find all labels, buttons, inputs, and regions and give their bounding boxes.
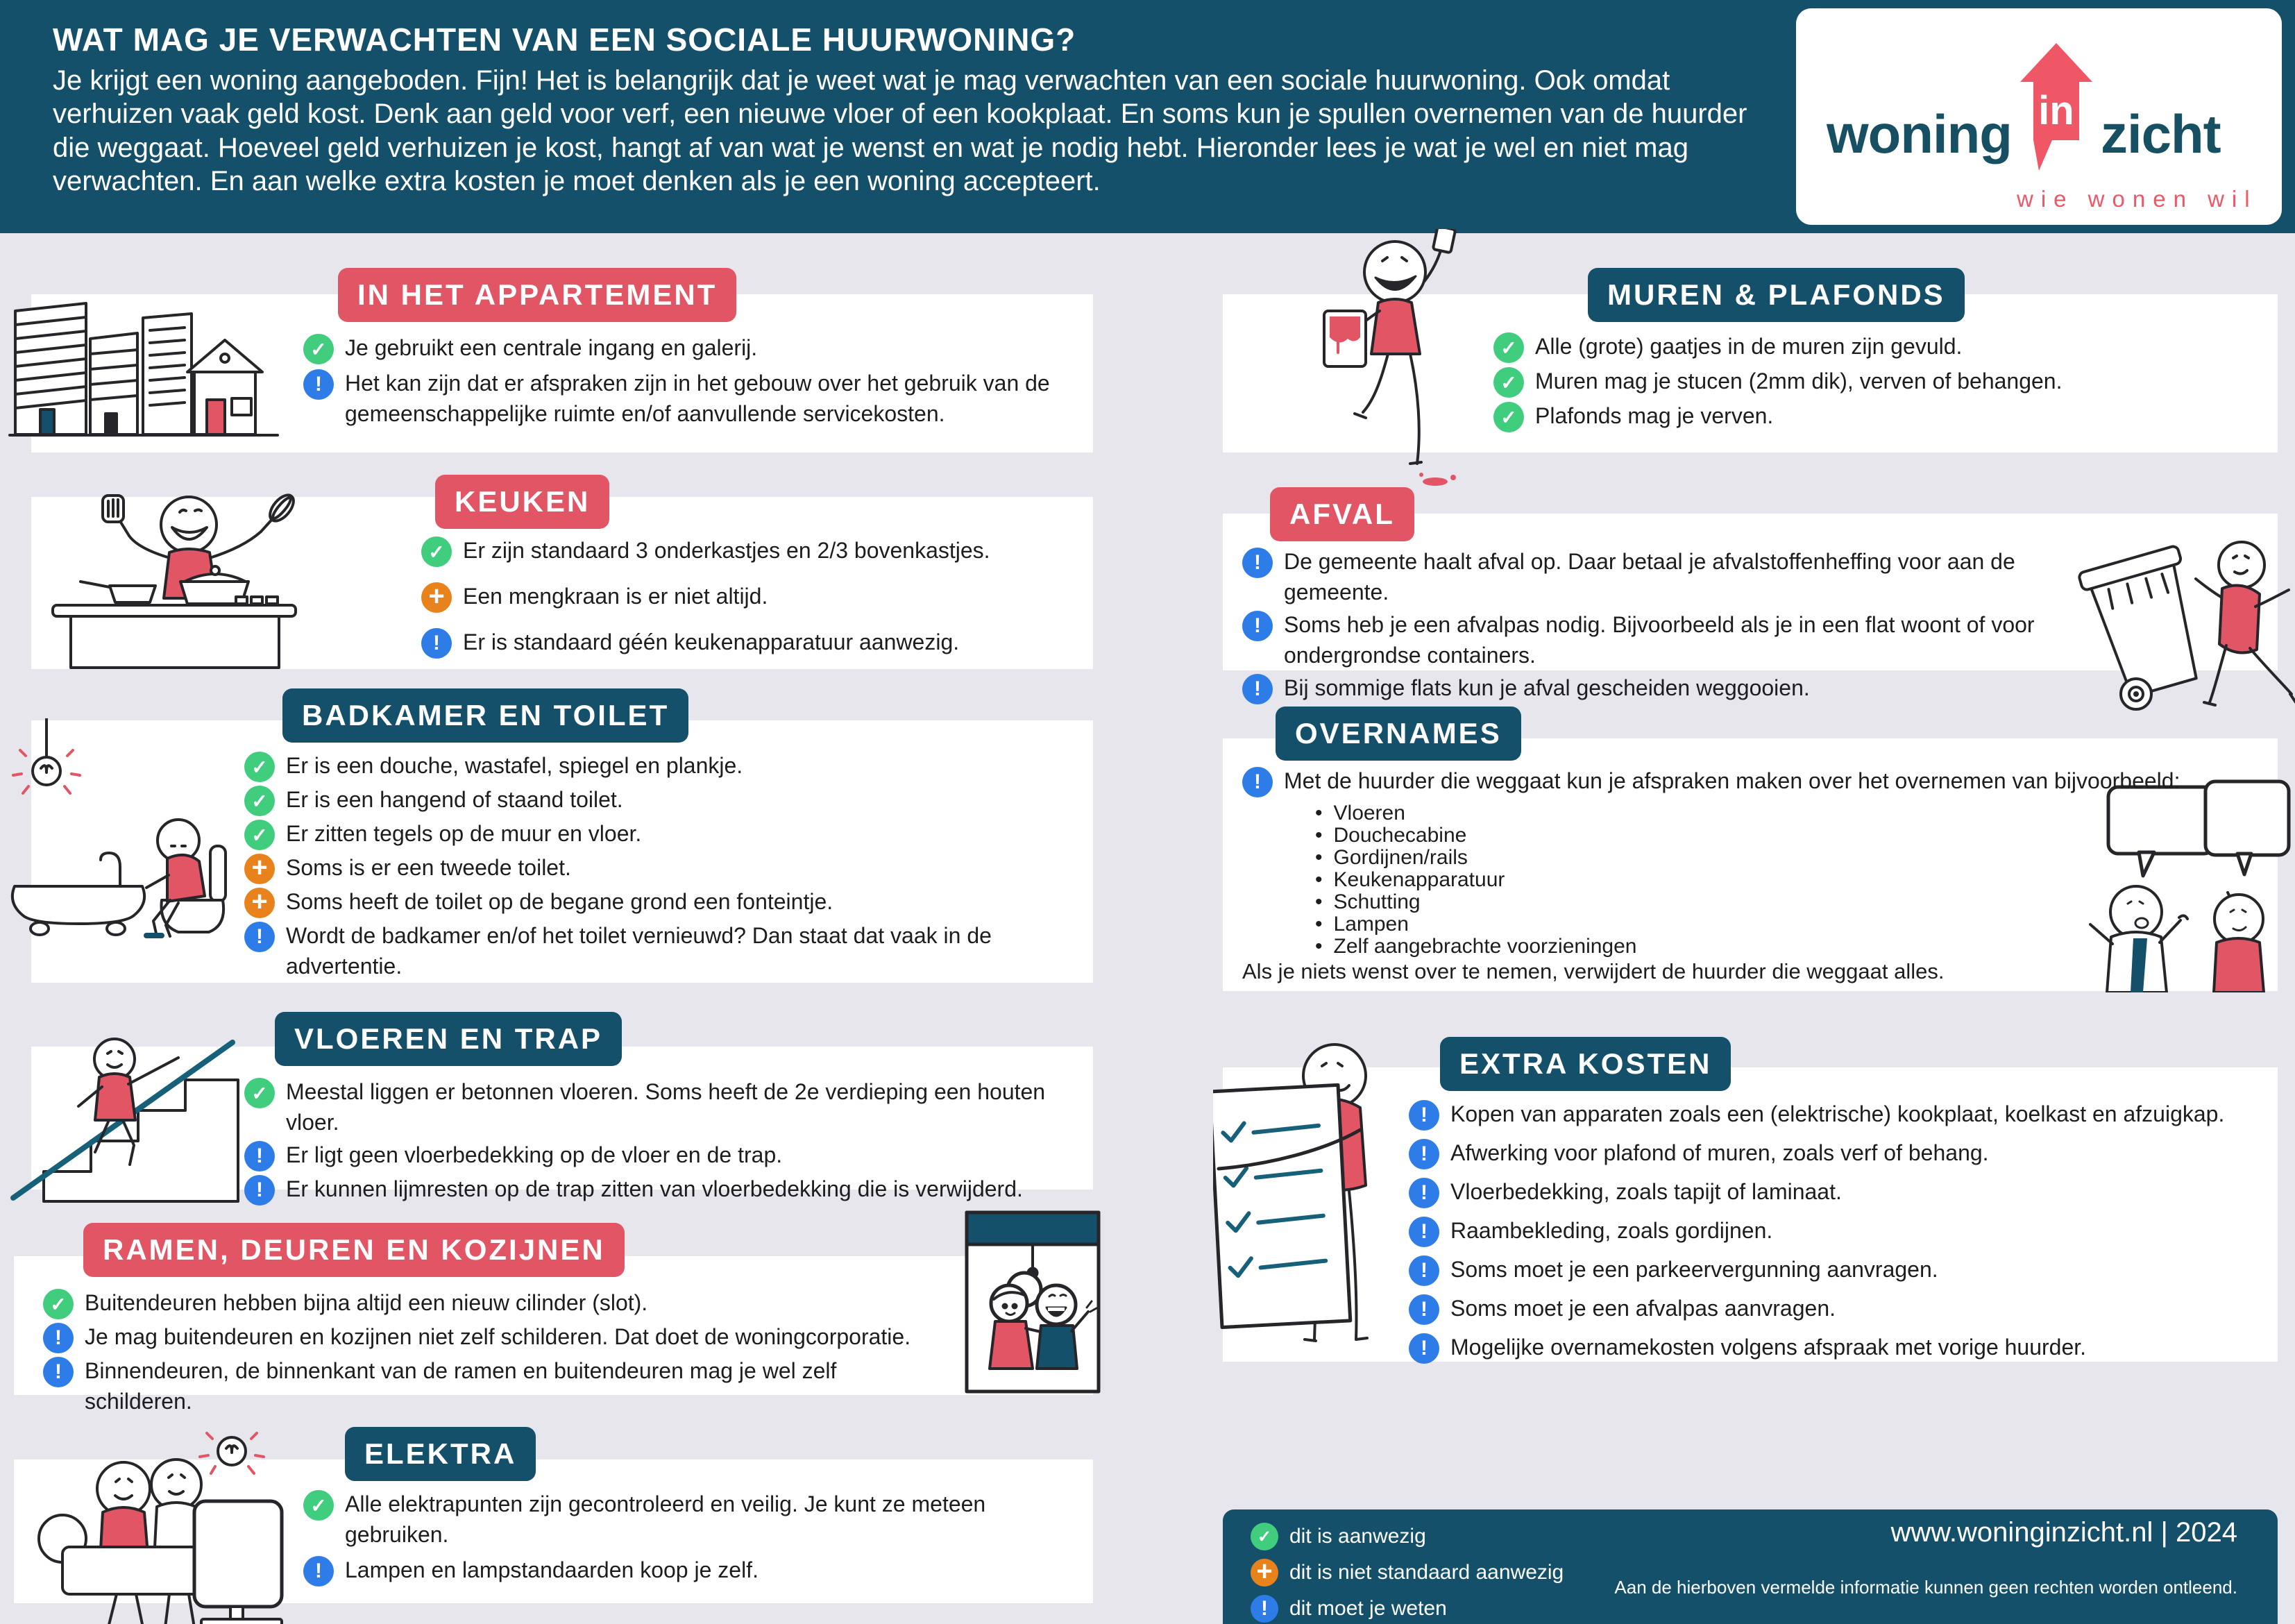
- item-text: Er is een douche, wastafel, spiegel en plankje.: [286, 753, 743, 778]
- bullet-item: • Douchecabine: [1315, 824, 1636, 847]
- legend-disclaimer: Aan de hierboven vermelde informatie kunnen geen rechten worden ontleend.: [1614, 1577, 2237, 1598]
- item-text: Alle (grote) gaatjes in de muren zijn gevuld.: [1535, 334, 1963, 359]
- section-vloeren-badge: VLOEREN EN TRAP: [275, 1012, 622, 1066]
- list-item: [1409, 1255, 2283, 1286]
- section-badkamer-badge: BADKAMER EN TOILET: [282, 688, 688, 743]
- list-item: [244, 751, 1022, 782]
- item-text: Binnendeuren, de binnenkant van de ramen en buitendeuren mag je wel zelf schilderen.: [85, 1358, 837, 1414]
- check-icon: [1493, 332, 1524, 363]
- list-item: [421, 582, 1101, 613]
- list-item: [1242, 766, 2242, 797]
- section-badkamer-items: [244, 751, 1022, 981]
- check-icon: [1251, 1523, 1278, 1550]
- item-text: De gemeente haalt afval op. Daar betaal je afvalstoffenheffing voor aan de gemeente.: [1284, 549, 2015, 604]
- info-icon: [1409, 1333, 1439, 1364]
- item-text: Er kunnen lijmresten op de trap zitten van vloerbedekking die is verwijderd.: [286, 1176, 1023, 1202]
- check-icon: [1493, 402, 1524, 432]
- item-text: Muren mag je stucen (2mm dik), verven of behangen.: [1535, 369, 2063, 394]
- list-item: [244, 1140, 1077, 1172]
- info-icon: [421, 628, 452, 659]
- section-keuken-badge: KEUKEN: [435, 475, 609, 529]
- item-text: Er ligt geen vloerbedekking op de vloer en de trap.: [286, 1142, 783, 1168]
- check-icon: [244, 752, 275, 782]
- list-item: [1409, 1294, 2283, 1325]
- list-item: [303, 333, 1053, 364]
- info-icon: [43, 1323, 74, 1353]
- section-overnames-footer: Als je niets wenst over te nemen, verwijdert de huurder die weggaat alles.: [1242, 959, 1945, 983]
- item-text: Soms heeft de toilet op de begane grond een fonteintje.: [286, 889, 833, 914]
- window-people-illustration: [963, 1209, 1102, 1395]
- section-keuken-items: [421, 536, 1101, 659]
- legend-label: dit is niet standaard aanwezig: [1289, 1560, 1564, 1584]
- item-text: Buitendeuren hebben bijna altijd een nieuw cilinder (slot).: [85, 1290, 648, 1315]
- section-appartement-badge: IN HET APPARTEMENT: [338, 268, 736, 322]
- list-item: [421, 627, 1101, 659]
- info-icon: [1242, 767, 1273, 797]
- list-item: [1409, 1138, 2283, 1169]
- logo-tagline: wie wonen wil: [2017, 186, 2258, 212]
- item-text: Raambekleding, zoals gordijnen.: [1450, 1218, 1773, 1243]
- bullet-item: • Zelf aangebrachte voorzieningen: [1315, 936, 1636, 958]
- list-item: [1409, 1177, 2283, 1208]
- item-text: Met de huurder die weggaat kun je afspraken maken over het overnemen van bijvoorbeeld:: [1284, 768, 2180, 793]
- list-item: [1242, 673, 2103, 704]
- info-icon: [1409, 1178, 1439, 1208]
- logo-text-in: in: [2038, 88, 2074, 133]
- info-icon: [1242, 548, 1273, 578]
- list-item: [43, 1322, 945, 1353]
- info-icon: [244, 922, 275, 952]
- item-text: Alle elektrapunten zijn gecontroleerd en veilig. Je kunt ze meteen gebruiken.: [345, 1491, 986, 1547]
- check-icon: [303, 1490, 334, 1521]
- list-item: [244, 1077, 1077, 1137]
- legend-item: [1251, 1594, 1564, 1623]
- section-ramen-badge: RAMEN, DEUREN EN KOZIJNEN: [83, 1223, 625, 1277]
- item-text: Lampen en lampstandaarden koop je zelf.: [345, 1557, 759, 1583]
- page-title: WAT MAG JE VERWACHTEN VAN EEN SOCIALE HUURWONING?: [53, 22, 1076, 58]
- info-icon: [1242, 674, 1273, 704]
- section-elektra-items: [303, 1489, 1081, 1587]
- bullet-item: • Vloeren: [1315, 802, 1636, 824]
- section-elektra-badge: ELEKTRA: [345, 1427, 536, 1481]
- item-text: Bij sommige flats kun je afval gescheiden weggooien.: [1284, 675, 1810, 701]
- section-appartement-items: [303, 333, 1053, 429]
- list-item: [244, 887, 1022, 918]
- check-icon: [43, 1289, 74, 1319]
- painter-person-illustration: [1296, 229, 1505, 500]
- section-muren-items: [1493, 332, 2229, 432]
- list-item: [1493, 332, 2229, 363]
- item-text: Soms moet je een afvalpas aanvragen.: [1450, 1296, 1836, 1321]
- bathroom-illustration: [3, 718, 246, 975]
- info-icon: [1251, 1595, 1278, 1623]
- section-extra-kosten-items: [1409, 1099, 2283, 1364]
- item-text: Soms is er een tweede toilet.: [286, 855, 571, 880]
- item-text: Soms heb je een afvalpas nodig. Bijvoorbeeld als je in een flat woont of voor ondergrondse containers.: [1284, 612, 2035, 668]
- check-icon: [244, 1078, 275, 1108]
- buildings-illustration: [6, 294, 311, 447]
- item-text: Mogelijke overnamekosten volgens afspraak met vorige huurder.: [1450, 1335, 2087, 1360]
- plus-icon: [1251, 1559, 1278, 1587]
- list-item: [303, 1555, 1081, 1587]
- logo-text-zicht: zicht: [2100, 103, 2221, 164]
- section-extra-kosten-badge: EXTRA KOSTEN: [1440, 1037, 1731, 1091]
- check-icon: [303, 334, 334, 364]
- info-icon: [1409, 1100, 1439, 1131]
- list-item: [244, 785, 1022, 816]
- list-item: [1493, 401, 2229, 432]
- item-text: Meestal liggen er betonnen vloeren. Soms heeft de 2e verdieping een houten vloer.: [286, 1079, 1046, 1135]
- list-item: [244, 1174, 1077, 1206]
- legend-items: [1251, 1522, 1564, 1623]
- bullet-item: • Keukenapparatuur: [1315, 869, 1636, 891]
- house-icon: [2017, 42, 2095, 178]
- section-vloeren-items: [244, 1077, 1077, 1206]
- plus-icon: [244, 854, 275, 884]
- item-text: Soms moet je een parkeervergunning aanvragen.: [1450, 1257, 1938, 1282]
- logo-row: [1827, 90, 2221, 178]
- list-item: [303, 1489, 1081, 1550]
- item-text: Er is standaard géén keukenapparatuur aanwezig.: [463, 629, 960, 654]
- bullet-item: • Gordijnen/rails: [1315, 847, 1636, 869]
- info-icon: [303, 1556, 334, 1587]
- list-item: [1242, 610, 2103, 670]
- bullet-item: • Lampen: [1315, 913, 1636, 936]
- check-icon: [244, 820, 275, 850]
- legend-item: [1251, 1558, 1564, 1587]
- list-item: [1409, 1099, 2283, 1131]
- item-text: Vloerbedekking, zoals tapijt of laminaat.: [1450, 1179, 1842, 1204]
- section-overnames-intro: [1242, 766, 2242, 797]
- list-item: [1493, 366, 2229, 398]
- item-text: Kopen van apparaten zoals een (elektrische) kookplaat, koelkast en afzuigkap.: [1450, 1101, 2225, 1126]
- list-item: [244, 853, 1022, 884]
- website-link[interactable]: www.woninginzicht.nl | 2024: [1890, 1517, 2237, 1548]
- bullet-item: • Schutting: [1315, 891, 1636, 913]
- checklist-person-illustration: [1213, 1026, 1404, 1362]
- info-icon: [1409, 1217, 1439, 1247]
- couch-tv-illustration: [19, 1426, 287, 1624]
- list-item: [1409, 1216, 2283, 1247]
- item-text: Een mengkraan is er niet altijd.: [463, 584, 768, 609]
- list-item: [43, 1288, 945, 1319]
- info-icon: [303, 369, 334, 400]
- section-afval-items: [1242, 547, 2103, 704]
- section-afval-badge: AFVAL: [1270, 487, 1414, 541]
- list-item: [303, 369, 1053, 429]
- stairs-person-illustration: [3, 998, 278, 1206]
- info-icon: [244, 1175, 275, 1206]
- section-overnames-badge: OVERNAMES: [1276, 707, 1521, 761]
- item-text: Het kan zijn dat er afspraken zijn in het gebouw over het gebruik van de gemeenschappelijke ruimte en/of aanvullende servicekosten.: [345, 371, 1050, 426]
- info-icon: [1409, 1294, 1439, 1325]
- list-item: [244, 819, 1022, 850]
- info-icon: [1242, 611, 1273, 641]
- info-icon: [43, 1357, 74, 1387]
- header-intro: Je krijgt een woning aangeboden. Fijn! Het is belangrijk dat je weet wat je mag verwachten van een sociale huurwoning. Ook omdat verhuizen vaak geld kost. Denk aan geld voor verf, een nieuwe vloer of een kookplaat. En soms kun je spullen overnemen van de huurder die weggaat. Hoeveel geld verhuizen je kost, hangt af van wat je wenst en wat je nodig hebt. Hieronder lees je wat je wel en niet mag verwachten. En aan welke extra kosten je moet denken als je een woning accepteert.: [53, 65, 1747, 197]
- legend-item: [1251, 1522, 1564, 1550]
- check-icon: [421, 536, 452, 567]
- legend-label: dit moet je weten: [1289, 1596, 1447, 1620]
- item-text: Je mag buitendeuren en kozijnen niet zelf schilderen. Dat doet de woningcorporatie.: [85, 1324, 911, 1349]
- list-item: [421, 536, 1101, 567]
- logo: [1796, 8, 2282, 225]
- section-overnames-bullets: [1315, 802, 1636, 958]
- check-icon: [1493, 367, 1524, 398]
- plus-icon: [244, 888, 275, 918]
- item-text: Afwerking voor plafond of muren, zoals verf of behang.: [1450, 1140, 1989, 1165]
- legend-label: dit is aanwezig: [1289, 1524, 1426, 1548]
- item-text: Er is een hangend of staand toilet.: [286, 787, 623, 812]
- logo-text-woning: woning: [1827, 103, 2012, 164]
- item-text: Er zijn standaard 3 onderkastjes en 2/3 bovenkastjes.: [463, 538, 990, 563]
- list-item: [43, 1356, 945, 1416]
- list-item: [1242, 547, 2103, 607]
- item-text: Je gebruikt een centrale ingang en galerij.: [345, 335, 758, 360]
- item-text: Er zitten tegels op de muur en vloer.: [286, 821, 642, 846]
- info-icon: [1409, 1255, 1439, 1286]
- item-text: Wordt de badkamer en/of het toilet vernieuwd? Dan staat dat vaak in de advertentie.: [286, 923, 992, 979]
- check-icon: [244, 786, 275, 816]
- cooking-person-illustration: [28, 486, 319, 669]
- info-icon: [1409, 1139, 1439, 1169]
- section-muren-badge: MUREN & PLAFONDS: [1588, 268, 1965, 322]
- item-text: Plafonds mag je verven.: [1535, 403, 1774, 428]
- section-ramen-items: [43, 1288, 945, 1416]
- list-item: [244, 921, 1022, 981]
- list-item: [1409, 1333, 2283, 1364]
- info-icon: [244, 1141, 275, 1172]
- plus-icon: [421, 582, 452, 613]
